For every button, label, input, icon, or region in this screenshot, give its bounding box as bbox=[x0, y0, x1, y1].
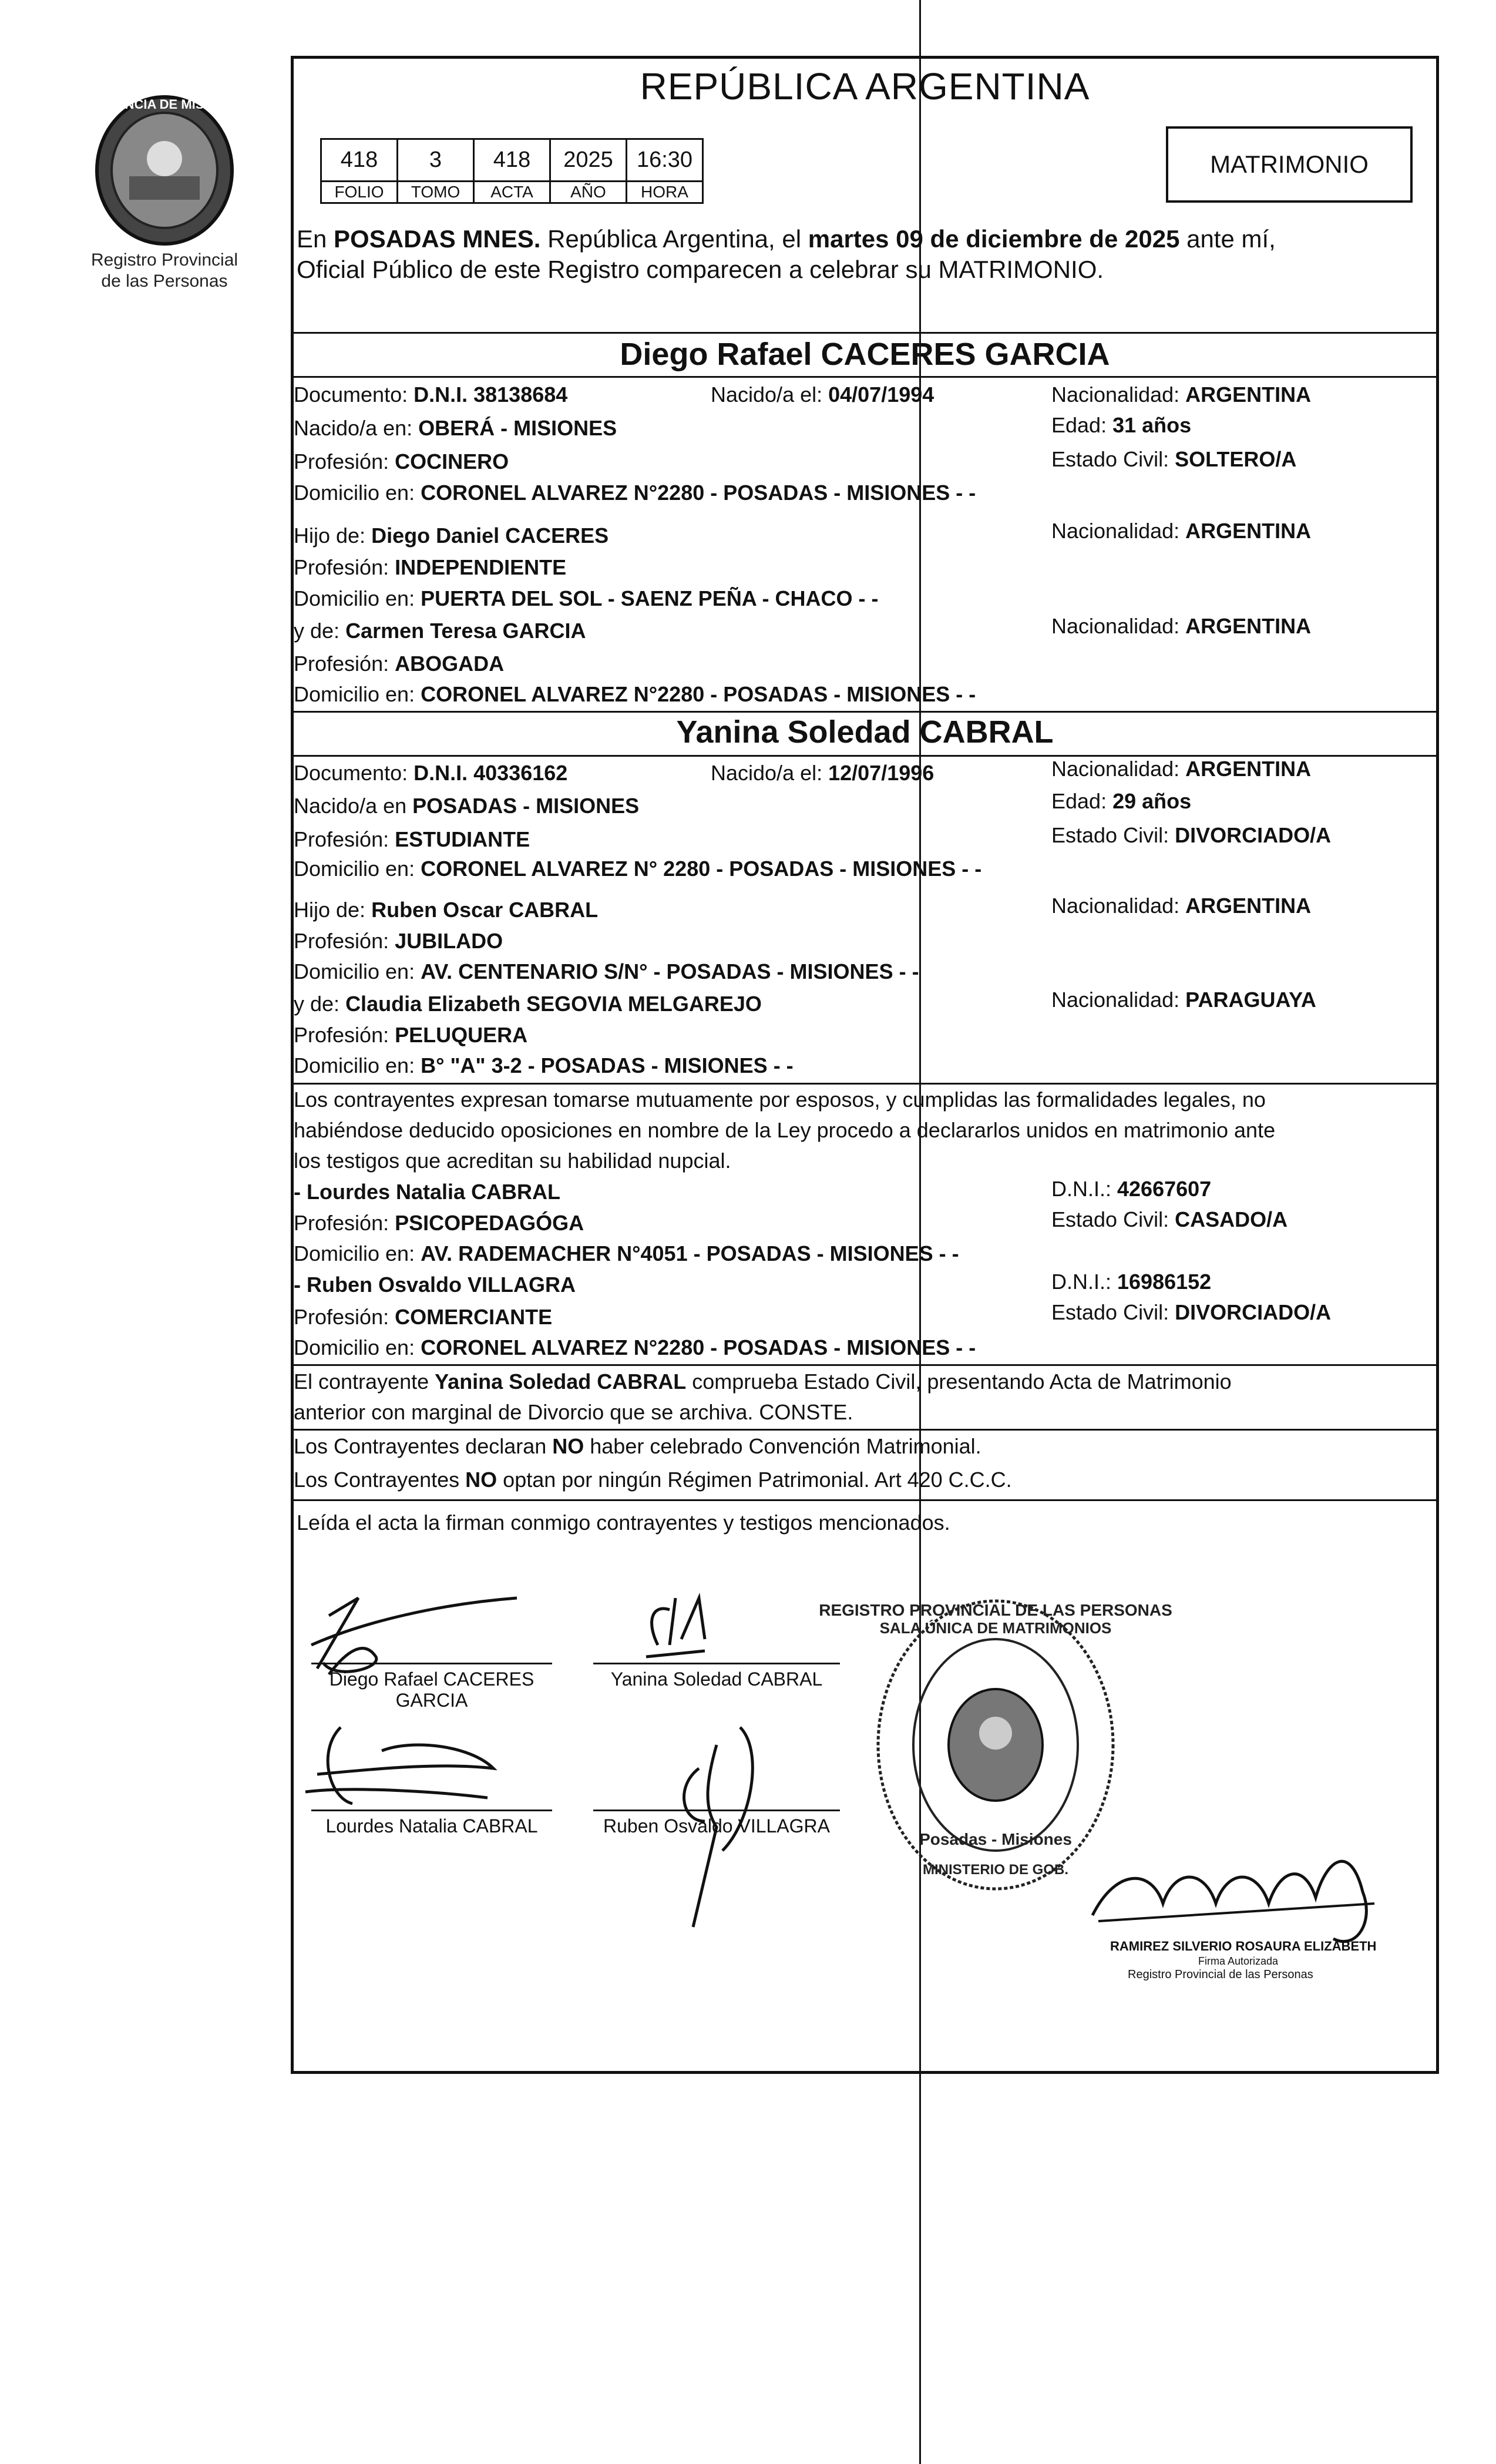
spouse1-mother-nationality bbox=[1051, 612, 1311, 640]
label: Nacido/a en: bbox=[294, 416, 419, 440]
value: OBERÁ - MISIONES bbox=[418, 416, 617, 440]
intro-place: POSADAS MNES. bbox=[334, 225, 541, 253]
sig1-line1: Diego Rafael CACERES bbox=[329, 1669, 534, 1690]
value: Claudia Elizabeth SEGOVIA MELGAREJO bbox=[345, 992, 762, 1016]
note-civil-status-line2: anterior con marginal de Divorcio que se archiva. CONSTE. bbox=[294, 1400, 853, 1424]
value: ARGENTINA bbox=[1185, 757, 1312, 781]
acta-value: 418 bbox=[474, 139, 550, 182]
label: Nacido/a en bbox=[294, 794, 413, 818]
value: NO bbox=[465, 1468, 497, 1492]
witness1-profession bbox=[294, 1209, 584, 1237]
value: ARGENTINA bbox=[1185, 894, 1312, 918]
declaration-line-1: Los contrayentes expresan tomarse mutuamente por esposos, y cumplidas las formalidades legales, no bbox=[294, 1087, 1266, 1112]
label: Hijo de: bbox=[294, 523, 372, 548]
signature-label-witness2: Ruben Osvaldo VILLAGRA bbox=[603, 1815, 830, 1837]
declaration-line-3: los testigos que acreditan su habilidad nupcial. bbox=[294, 1149, 731, 1173]
anio-label: AÑO bbox=[550, 182, 627, 203]
declaration-line-2: habiéndose deducido oposiciones en nombre de la Ley procedo a declararlos unidos en matrimonio ante bbox=[294, 1118, 1276, 1142]
witness2-address bbox=[294, 1334, 976, 1362]
value: COMERCIANTE bbox=[395, 1305, 553, 1329]
witness2-profession bbox=[294, 1303, 552, 1331]
label: Nacionalidad: bbox=[1051, 614, 1186, 638]
value: 16986152 bbox=[1117, 1270, 1212, 1294]
label: Profesión: bbox=[294, 827, 395, 851]
closing-statement: Leída el acta la firman conmigo contrayentes y testigos mencionados. bbox=[297, 1510, 950, 1535]
signature-label-spouse2: Yanina Soledad CABRAL bbox=[610, 1669, 823, 1690]
value: CORONEL ALVAREZ N° 2280 - POSADAS - MISIONES - - bbox=[421, 857, 982, 881]
spouse2-father bbox=[294, 896, 598, 924]
label: y de: bbox=[294, 992, 346, 1016]
spouse1-age bbox=[1051, 411, 1191, 439]
value: B° "A" 3-2 - POSADAS - MISIONES - - bbox=[421, 1053, 794, 1077]
signature-label-witness1: Lourdes Natalia CABRAL bbox=[325, 1815, 538, 1837]
text: optan por ningún Régimen Patrimonial. Art 420 C.C.C. bbox=[497, 1468, 1012, 1492]
value: AV. CENTENARIO S/N° - POSADAS - MISIONES - - bbox=[421, 959, 919, 983]
spouse1-document bbox=[294, 381, 567, 409]
value: Carmen Teresa GARCIA bbox=[345, 619, 586, 643]
label: D.N.I.: bbox=[1051, 1270, 1118, 1294]
spouse2-age bbox=[1051, 787, 1191, 815]
text: haber celebrado Convención Matrimonial. bbox=[584, 1434, 981, 1458]
spouse1-civil-status bbox=[1051, 445, 1296, 474]
spouse1-nationality bbox=[1051, 381, 1311, 409]
label: Domicilio en: bbox=[294, 1335, 421, 1359]
label: y de: bbox=[294, 619, 346, 643]
label: Estado Civil: bbox=[1051, 823, 1175, 847]
value: ARGENTINA bbox=[1185, 519, 1312, 543]
witness1-name: - Lourdes Natalia CABRAL bbox=[294, 1180, 561, 1204]
spouse2-birthdate bbox=[711, 759, 934, 787]
spouse1-father bbox=[294, 522, 609, 550]
spouse1-birthdate bbox=[711, 381, 934, 409]
label: D.N.I.: bbox=[1051, 1177, 1118, 1201]
label: Nacionalidad: bbox=[1051, 757, 1186, 781]
officer-name: RAMIREZ SILVERIO ROSAURA ELIZABETH bbox=[1110, 1939, 1377, 1953]
divider bbox=[291, 711, 1439, 713]
label: Nacido/a el: bbox=[711, 761, 829, 785]
note-regime bbox=[294, 1466, 1012, 1494]
logo-caption bbox=[59, 250, 270, 292]
divider bbox=[291, 332, 1439, 334]
signature-label-spouse1 bbox=[311, 1669, 552, 1711]
intro-text-a: En bbox=[297, 225, 334, 253]
value: Ruben Oscar CABRAL bbox=[371, 898, 599, 922]
value: 12/07/1996 bbox=[828, 761, 934, 785]
label: Nacionalidad: bbox=[1051, 988, 1186, 1012]
value: SOLTERO/A bbox=[1175, 447, 1297, 471]
text: Los Contrayentes bbox=[294, 1468, 466, 1492]
folio-value: 418 bbox=[321, 139, 398, 182]
spouse2-father-nationality bbox=[1051, 892, 1311, 920]
value: COCINERO bbox=[395, 449, 509, 474]
label: Domicilio en: bbox=[294, 857, 421, 881]
label: Estado Civil: bbox=[1051, 1300, 1175, 1324]
spouse2-father-profession bbox=[294, 927, 503, 955]
label: Profesión: bbox=[294, 1211, 395, 1235]
tomo-value: 3 bbox=[398, 139, 474, 182]
signature-line bbox=[311, 1663, 552, 1664]
value: PSICOPEDAGÓGA bbox=[395, 1211, 584, 1235]
label: Domicilio en: bbox=[294, 682, 421, 706]
hora-value: 16:30 bbox=[627, 139, 703, 182]
value: 31 años bbox=[1112, 413, 1192, 437]
label: Domicilio en: bbox=[294, 481, 421, 505]
acta-label: ACTA bbox=[474, 182, 550, 203]
country-title: REPÚBLICA ARGENTINA bbox=[640, 65, 1090, 108]
label: Nacionalidad: bbox=[1051, 382, 1186, 407]
label: Domicilio en: bbox=[294, 1053, 421, 1077]
registry-table bbox=[320, 138, 704, 204]
spouse1-father-nationality bbox=[1051, 517, 1311, 545]
stamp-outer-text: REGISTRO PROVINCIAL DE LAS PERSONAS bbox=[819, 1601, 1172, 1619]
folio-label: FOLIO bbox=[321, 182, 398, 203]
value: ARGENTINA bbox=[1185, 382, 1312, 407]
label: Documento: bbox=[294, 761, 414, 785]
spouse1-mother-address bbox=[294, 680, 976, 709]
act-type-box: MATRIMONIO bbox=[1166, 126, 1413, 203]
text: Los Contrayentes declaran bbox=[294, 1434, 553, 1458]
logo-caption-line2: de las Personas bbox=[101, 271, 228, 291]
value: DIVORCIADO/A bbox=[1175, 823, 1332, 847]
value: POSADAS - MISIONES bbox=[412, 794, 640, 818]
value: NO bbox=[552, 1434, 584, 1458]
spouse1-name: Diego Rafael CACERES GARCIA bbox=[620, 337, 1110, 372]
officer-org: Registro Provincial de las Personas bbox=[1128, 1968, 1313, 1981]
spouse1-mother-profession bbox=[294, 650, 504, 678]
value: PARAGUAYA bbox=[1185, 988, 1316, 1012]
seal-text: PROVINCIA DE MISIONES bbox=[85, 97, 244, 112]
handwritten-signatures bbox=[294, 1575, 881, 1962]
hora-label: HORA bbox=[627, 182, 703, 203]
value: INDEPENDIENTE bbox=[395, 555, 567, 579]
value: PUERTA DEL SOL - SAENZ PEÑA - CHACO - - bbox=[421, 586, 879, 610]
divider bbox=[291, 1499, 1439, 1501]
value: D.N.I. 38138684 bbox=[413, 382, 568, 407]
spouse1-mother bbox=[294, 617, 586, 645]
label: Domicilio en: bbox=[294, 959, 421, 983]
signature-line bbox=[593, 1810, 840, 1811]
value: JUBILADO bbox=[395, 929, 503, 953]
label: Estado Civil: bbox=[1051, 447, 1175, 471]
value: CORONEL ALVAREZ N°2280 - POSADAS - MISIONES - - bbox=[421, 1335, 976, 1359]
text: comprueba Estado Civil, presentando Acta de Matrimonio bbox=[686, 1369, 1232, 1394]
spouse2-civil-status bbox=[1051, 821, 1331, 850]
spouse2-mother-address bbox=[294, 1052, 794, 1080]
spouse2-name: Yanina Soledad CABRAL bbox=[676, 714, 1054, 750]
witness1-dni bbox=[1051, 1175, 1211, 1203]
spouse2-mother-nationality bbox=[1051, 986, 1316, 1014]
value: PELUQUERA bbox=[395, 1023, 528, 1047]
value: CORONEL ALVAREZ N°2280 - POSADAS - MISIONES - - bbox=[421, 682, 976, 706]
intro-line-1 bbox=[297, 223, 1276, 255]
label: Nacionalidad: bbox=[1051, 519, 1186, 543]
divider bbox=[291, 1429, 1439, 1431]
sig1-line2: GARCIA bbox=[395, 1690, 468, 1711]
value: 42667607 bbox=[1117, 1177, 1212, 1201]
stamp-inner-text: SALA ÚNICA DE MATRIMONIOS bbox=[879, 1619, 1112, 1637]
label: Profesión: bbox=[294, 1023, 395, 1047]
signature-line bbox=[593, 1663, 840, 1664]
spouse1-father-address bbox=[294, 585, 878, 613]
spouse2-father-address bbox=[294, 958, 919, 986]
value: AV. RADEMACHER N°4051 - POSADAS - MISIONES - - bbox=[421, 1241, 959, 1265]
intro-text-b: República Argentina, el bbox=[540, 225, 808, 253]
spouse1-birthplace bbox=[294, 414, 617, 442]
label: Profesión: bbox=[294, 652, 395, 676]
witness2-civil-status bbox=[1051, 1298, 1331, 1327]
spouse1-profession bbox=[294, 448, 509, 476]
label: Edad: bbox=[1051, 789, 1113, 813]
value: D.N.I. 40336162 bbox=[413, 761, 568, 785]
spouse2-document bbox=[294, 759, 567, 787]
spouse2-birthplace bbox=[294, 792, 639, 820]
label: Domicilio en: bbox=[294, 1241, 421, 1265]
text: El contrayente bbox=[294, 1369, 435, 1394]
label: Profesión: bbox=[294, 555, 395, 579]
spouse2-nationality bbox=[1051, 755, 1311, 783]
divider bbox=[291, 376, 1439, 378]
witness1-address bbox=[294, 1240, 959, 1268]
spouse2-address bbox=[294, 855, 981, 883]
label: Estado Civil: bbox=[1051, 1207, 1175, 1231]
divider bbox=[291, 1083, 1439, 1085]
divider bbox=[291, 1364, 1439, 1366]
label: Documento: bbox=[294, 382, 414, 407]
value: Diego Daniel CACERES bbox=[371, 523, 609, 548]
spouse2-mother-profession bbox=[294, 1021, 527, 1049]
witness2-dni bbox=[1051, 1268, 1211, 1296]
intro-text-c: ante mí, bbox=[1179, 225, 1276, 253]
intro-line-2: Oficial Público de este Registro comparecen a celebrar su MATRIMONIO. bbox=[297, 256, 1104, 283]
value: 04/07/1994 bbox=[828, 382, 934, 407]
label: Profesión: bbox=[294, 449, 395, 474]
value: ARGENTINA bbox=[1185, 614, 1312, 638]
stamp-bottom-text: Posadas - Misiones bbox=[919, 1830, 1072, 1848]
label: Edad: bbox=[1051, 413, 1113, 437]
stamp-ministry-text: MINISTERIO DE GOB. bbox=[922, 1862, 1069, 1878]
signature-line bbox=[311, 1810, 552, 1811]
spouse1-address bbox=[294, 479, 976, 507]
value: CORONEL ALVAREZ N°2280 - POSADAS - MISIONES - - bbox=[421, 481, 976, 505]
value: Yanina Soledad CABRAL bbox=[435, 1369, 687, 1394]
value: 29 años bbox=[1112, 789, 1192, 813]
value: ABOGADA bbox=[395, 652, 505, 676]
value: DIVORCIADO/A bbox=[1175, 1300, 1332, 1324]
value: ESTUDIANTE bbox=[395, 827, 530, 851]
label: Hijo de: bbox=[294, 898, 372, 922]
spouse1-father-profession bbox=[294, 553, 566, 582]
logo-caption-line1: Registro Provincial bbox=[90, 250, 238, 270]
officer-title: Firma Autorizada bbox=[1198, 1955, 1279, 1967]
label: Nacionalidad: bbox=[1051, 894, 1186, 918]
note-civil-status bbox=[294, 1368, 1232, 1396]
value: CASADO/A bbox=[1175, 1207, 1288, 1231]
label: Domicilio en: bbox=[294, 586, 421, 610]
witness2-name: - Ruben Osvaldo VILLAGRA bbox=[294, 1273, 576, 1297]
tomo-label: TOMO bbox=[398, 182, 474, 203]
spouse2-mother bbox=[294, 990, 762, 1018]
label: Profesión: bbox=[294, 1305, 395, 1329]
anio-value: 2025 bbox=[550, 139, 627, 182]
witness1-civil-status bbox=[1051, 1206, 1287, 1234]
note-convention bbox=[294, 1432, 981, 1461]
intro-date: martes 09 de diciembre de 2025 bbox=[808, 225, 1180, 253]
label: Profesión: bbox=[294, 929, 395, 953]
spouse2-profession bbox=[294, 825, 530, 854]
label: Nacido/a el: bbox=[711, 382, 829, 407]
